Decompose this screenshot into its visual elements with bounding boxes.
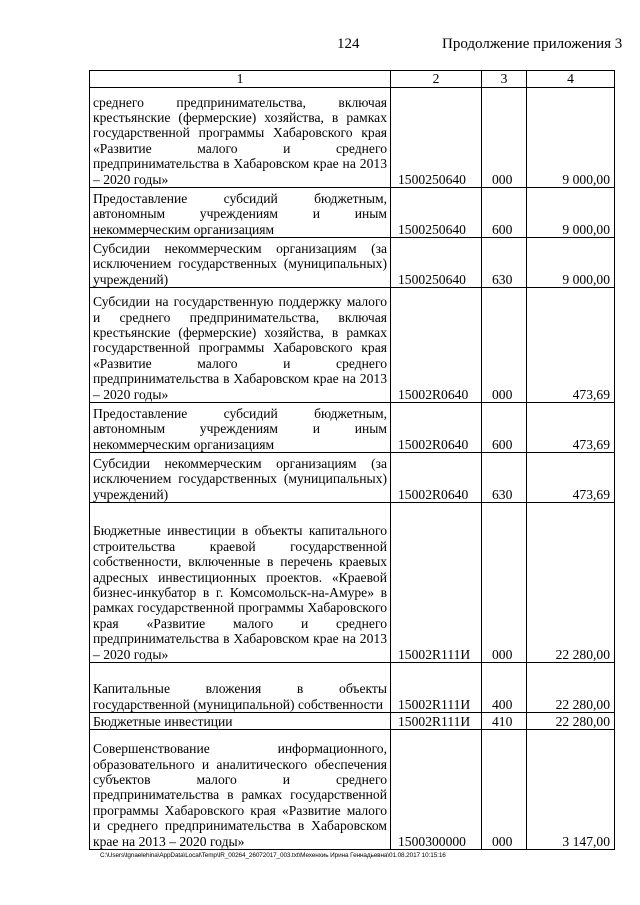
row-description: Субсидии некоммерческим организациям (за исключением государственных (муниципальных) учреждений) xyxy=(90,453,391,503)
table-row xyxy=(90,88,615,188)
table-row xyxy=(90,403,615,453)
row-description: Субсидии на государственную поддержку малого и среднего предпринимательства, включая крестьянские (фермерские) хозяйства, в рамках государственной программы Хабаровского края «Развитие малого и среднего предпринимательства в Хабаровском крае на 2013 – 2020 годы» xyxy=(90,288,391,403)
row-amount: 473,69 xyxy=(527,453,615,503)
row-description: Субсидии некоммерческим организациям (за исключением государственных (муниципальных) учреждений) xyxy=(90,238,391,288)
row-type: 400 xyxy=(482,663,527,713)
row-type: 630 xyxy=(482,453,527,503)
row-amount: 22 280,00 xyxy=(527,503,615,663)
table-header-row xyxy=(90,71,615,88)
budget-table xyxy=(89,70,615,850)
row-amount: 9 000,00 xyxy=(527,188,615,238)
table-row xyxy=(90,188,615,238)
table-row xyxy=(90,238,615,288)
row-description: Бюджетные инвестиции в объекты капитального строительства краевой государственной собственности, включенные в перечень краевых адресных инвестиционных проектов. «Краевой бизнес-инкубатор в г. Комсомольск-на-Амуре» в рамках государственной программы Хабаровского края «Развитие малого и среднего предпринимательства в Хабаровском крае на 2013 – 2020 годы» xyxy=(90,503,391,663)
table-row xyxy=(90,663,615,713)
row-amount: 473,69 xyxy=(527,288,615,403)
row-description: Совершенствование информационного, образовательного и аналитического обеспечения субъектов малого и среднего предпринимательства в рамках государственной программы Хабаровского края «Развитие малого и среднего предпринимательства в Хабаровском крае на 2013 – 2020 годы» xyxy=(90,730,391,850)
table-body xyxy=(90,71,615,850)
row-type: 000 xyxy=(482,288,527,403)
row-code: 1500250640 xyxy=(391,88,482,188)
row-code: 15002R111И xyxy=(391,503,482,663)
row-code: 1500250640 xyxy=(391,188,482,238)
table-row xyxy=(90,713,615,730)
row-type: 600 xyxy=(482,188,527,238)
row-type: 000 xyxy=(482,88,527,188)
row-description: Капитальные вложения в объекты государственной (муниципальной) собственности xyxy=(90,663,391,713)
row-amount: 22 280,00 xyxy=(527,713,615,730)
row-description: Предоставление субсидий бюджетным, автономным учреждениям и иным некоммерческим организациям xyxy=(90,188,391,238)
row-type: 410 xyxy=(482,713,527,730)
continuation-heading: Продолжение приложения 3 xyxy=(442,36,623,52)
row-type: 630 xyxy=(482,238,527,288)
row-amount: 9 000,00 xyxy=(527,88,615,188)
column-header-3: 3 xyxy=(482,71,527,88)
row-description: Бюджетные инвестиции xyxy=(90,713,391,730)
page-number: 124 xyxy=(337,36,360,52)
row-type: 000 xyxy=(482,730,527,850)
row-code: 15002R111И xyxy=(391,713,482,730)
row-code: 1500300000 xyxy=(391,730,482,850)
table-row xyxy=(90,453,615,503)
row-code: 15002R0640 xyxy=(391,288,482,403)
table-row xyxy=(90,503,615,663)
row-amount: 473,69 xyxy=(527,403,615,453)
file-path-footer: C:\Users\tgnaelehina\AppData\Local\Temp\IR_00264_26072017_003.txt\Мехенхиь Ирина Геннадьевна\01.08.2017 10:15:16 xyxy=(100,852,446,859)
column-header-2: 2 xyxy=(391,71,482,88)
row-amount: 22 280,00 xyxy=(527,663,615,713)
row-code: 1500250640 xyxy=(391,238,482,288)
row-code: 15002R0640 xyxy=(391,453,482,503)
row-amount: 3 147,00 xyxy=(527,730,615,850)
row-type: 600 xyxy=(482,403,527,453)
row-amount: 9 000,00 xyxy=(527,238,615,288)
row-description: среднего предпринимательства, включая крестьянские (фермерские) хозяйства, в рамках государственной программы Хабаровского края «Развитие малого и среднего предпринимательства в Хабаровском крае на 2013 – 2020 годы» xyxy=(90,88,391,188)
row-type: 000 xyxy=(482,503,527,663)
table-row xyxy=(90,288,615,403)
row-code: 15002R111И xyxy=(391,663,482,713)
column-header-4: 4 xyxy=(527,71,615,88)
row-description: Предоставление субсидий бюджетным, автономным учреждениям и иным некоммерческим организациям xyxy=(90,403,391,453)
column-header-1: 1 xyxy=(90,71,391,88)
table-row xyxy=(90,730,615,850)
row-code: 15002R0640 xyxy=(391,403,482,453)
